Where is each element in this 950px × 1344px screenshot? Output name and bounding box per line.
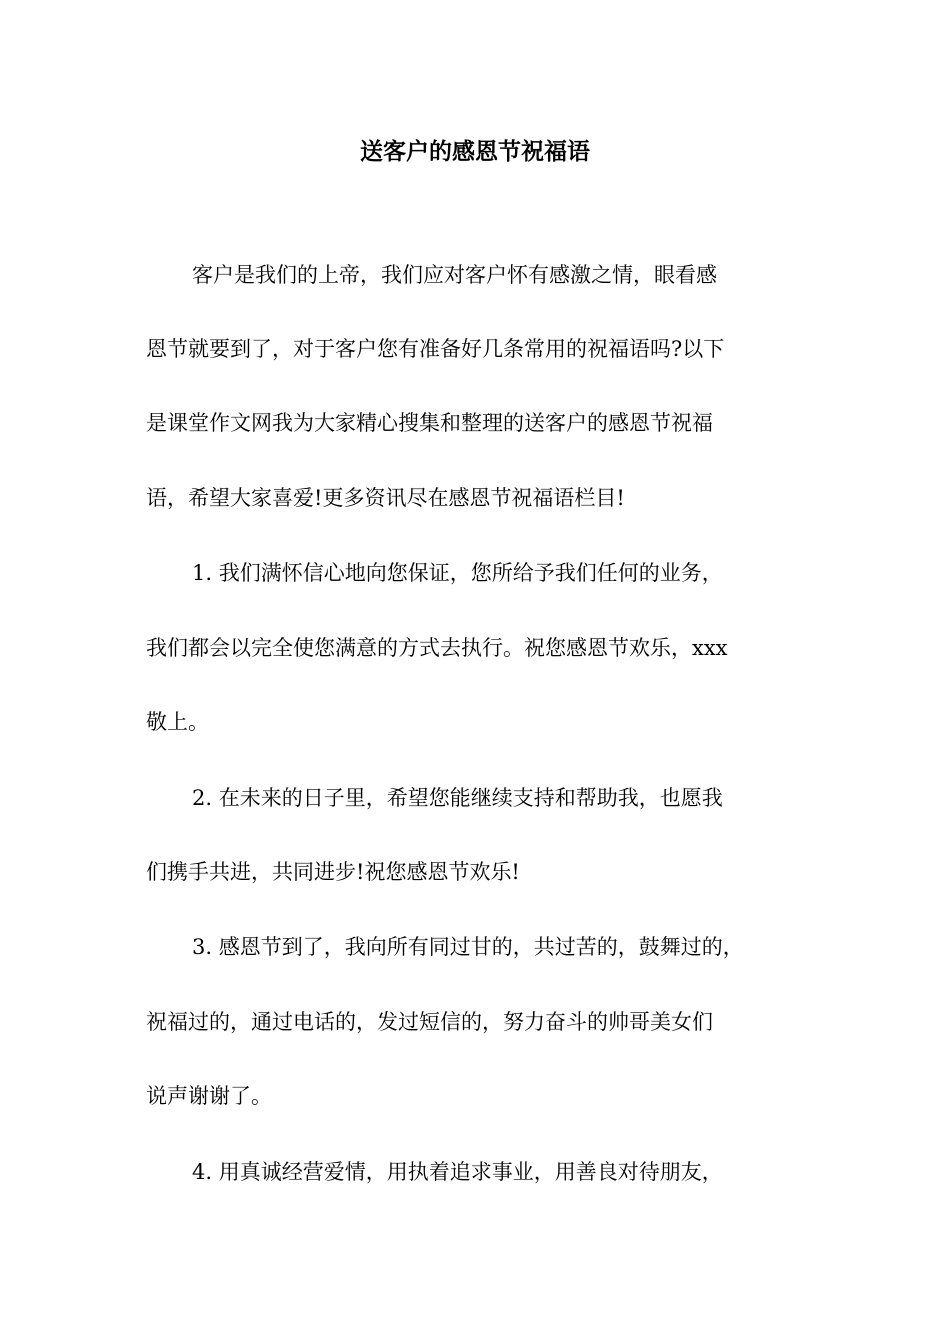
text-line: 2. 在未来的日子里，希望您能继续支持和帮助我，也愿我 [192, 786, 723, 810]
text-line: 祝福过的，通过电话的，发过短信的，努力奋斗的帅哥美女们 [146, 1010, 713, 1034]
text-line: 敬上。 [146, 710, 209, 734]
text-line: 们携手共进，共同进步!祝您感恩节欢乐! [146, 860, 520, 884]
text-line: 3. 感恩节到了，我向所有同过甘的，共过苦的，鼓舞过的， [192, 935, 744, 959]
text-line: 说声谢谢了。 [146, 1084, 272, 1108]
text-line: 1. 我们满怀信心地向您保证，您所给予我们任何的业务， [192, 561, 723, 585]
text-line: 是课堂作文网我为大家精心搜集和整理的送客户的感恩节祝福 [146, 411, 713, 435]
text-line: 4. 用真诚经营爱情，用执着追求事业，用善良对待朋友， [192, 1160, 723, 1184]
text-line: 语，希望大家喜爱!更多资讯尽在感恩节祝福语栏目! [146, 486, 625, 510]
text-line: 恩节就要到了，对于客户您有准备好几条常用的祝福语吗?以下 [146, 337, 725, 361]
text-line: 我们都会以完全使您满意的方式去执行。祝您感恩节欢乐，xxx [146, 636, 728, 660]
text-line: 客户是我们的上帝，我们应对客户怀有感激之情，眼看感 [192, 263, 717, 287]
page-title: 送客户的感恩节祝福语 [360, 138, 590, 165]
